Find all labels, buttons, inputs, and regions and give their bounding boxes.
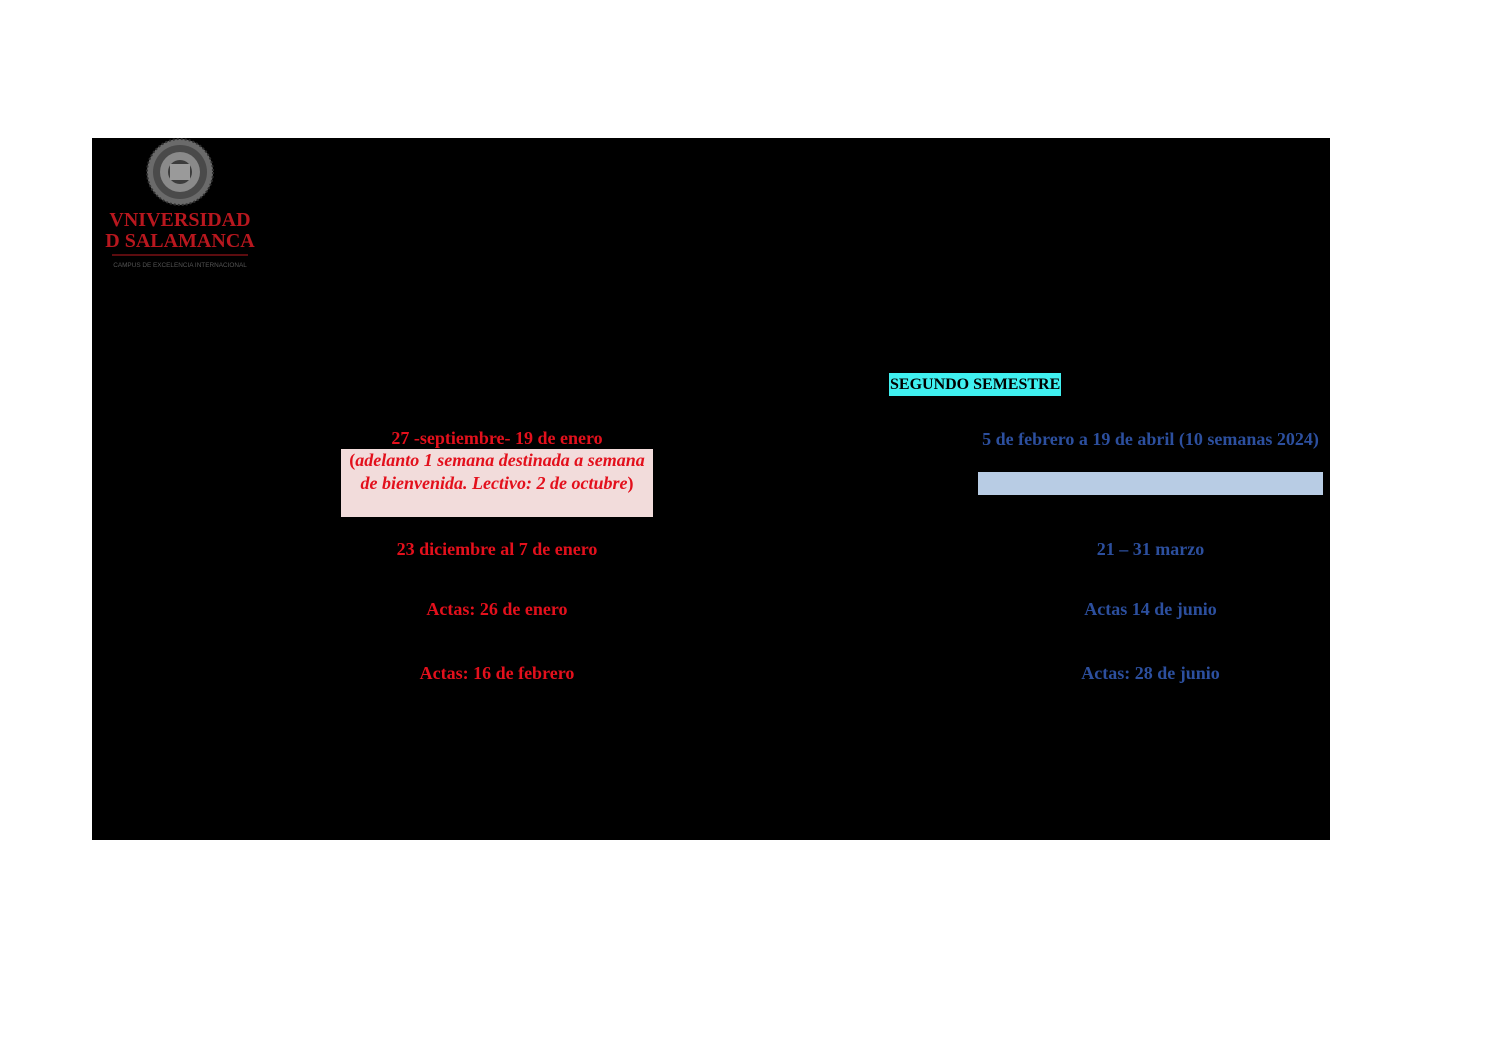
logo-line-1: VNIVERSIDAD [109,209,251,231]
logo-line-2: D SALAMANCA [105,230,255,252]
note-text: adelanto 1 semana destinada a semana de bienvenida. Lectivo: 2 de octubre [355,450,645,493]
university-seal-icon [147,139,213,205]
university-logo [96,138,266,270]
second-semester-bar [978,472,1323,495]
first-semester-note [341,449,653,517]
second-semester-heading: SEGUNDO SEMESTRE [889,373,1061,396]
second-semester-actas-ordinaria: Actas 14 de junio [1084,599,1217,619]
first-semester-period: 27 -septiembre- 19 de enero [391,428,603,448]
note-close-paren: ) [627,473,634,493]
second-semester-period: 5 de febrero a 19 de abril (10 semanas 2024) [982,429,1319,449]
second-semester-actas-extraordinaria: Actas: 28 de junio [1081,663,1220,683]
first-semester-break: 23 diciembre al 7 de enero [396,539,598,559]
first-semester-actas-extraordinaria: Actas: 16 de febrero [419,663,575,683]
logo-tagline: CAMPUS DE EXCELENCIA INTERNACIONAL [113,262,247,269]
second-semester-break: 21 – 31 marzo [1096,539,1205,559]
first-semester-actas-ordinaria: Actas: 26 de enero [426,599,568,619]
note-open-paren: ( [349,450,356,470]
